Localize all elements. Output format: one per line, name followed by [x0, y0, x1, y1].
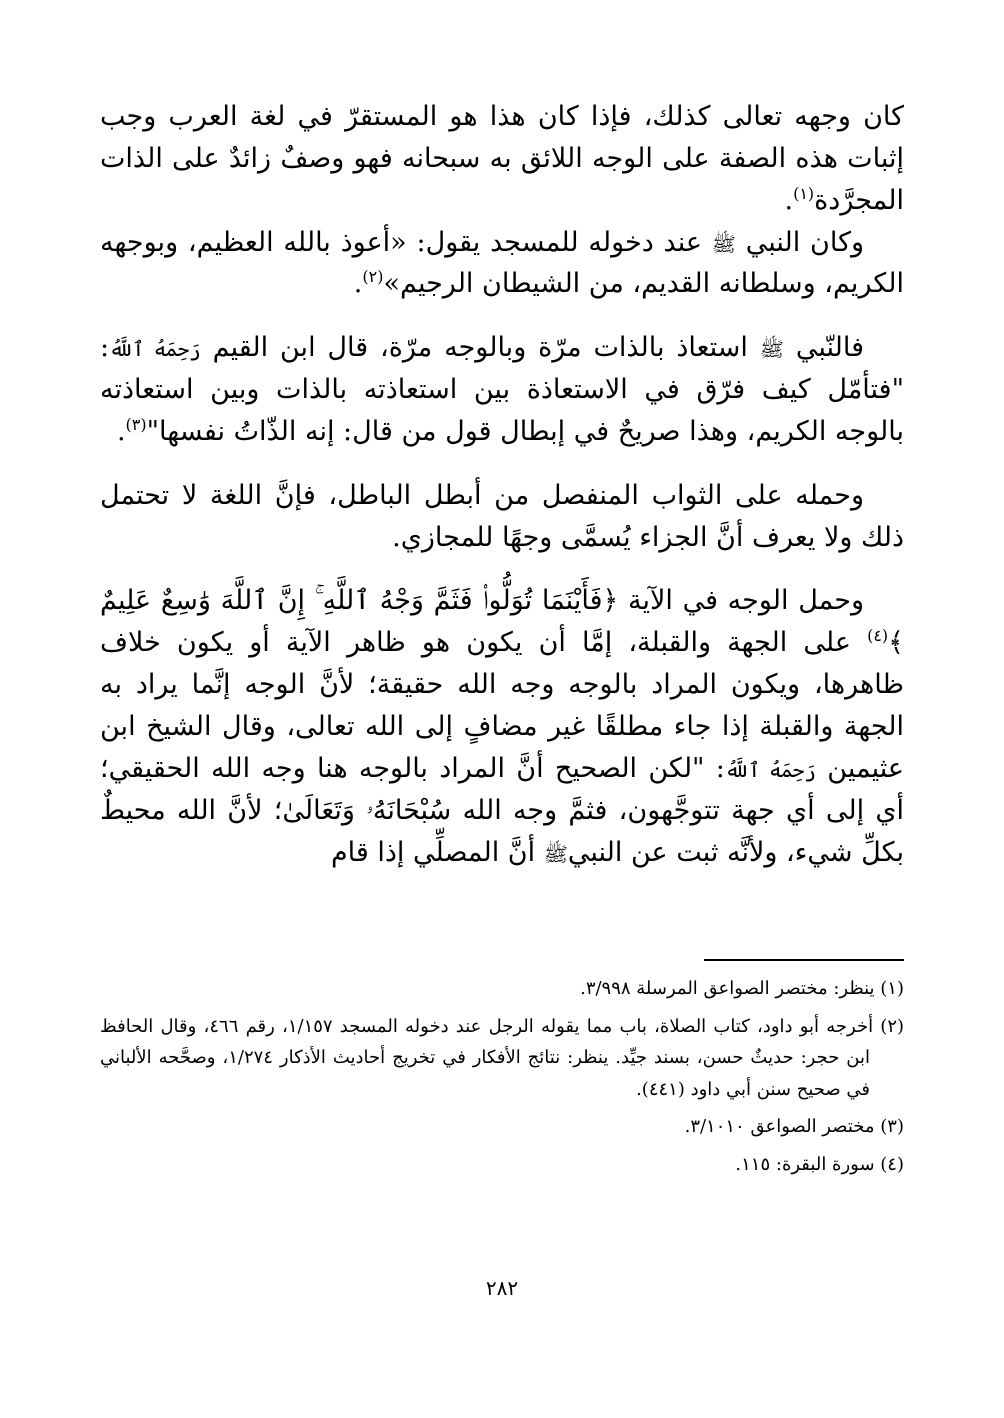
paragraph-5-text-a: وحمل الوجه في الآية [628, 585, 864, 617]
footnote-4: (٤) سورة البقرة: ١١٥. [735, 1153, 904, 1175]
paragraph-3-end: . [116, 415, 126, 447]
paragraph-5-text-b: على الجهة والقبلة، إمَّا أن يكون هو ظاهر الآية أو يكون خلاف ظاهرها، ويكون المراد بالوجه وجه الله حقيقة؛ لأنَّ الوجه إنَّما يراد به الجهة والقبلة إذا جاء مطلقًا غير مضافٍ إلى الله تعالى، وقال الشيخ ابن عثيمين [100, 627, 905, 784]
page-number: ٢٨٢ [485, 1276, 519, 1300]
salawat-glyph: ﷺ [543, 841, 568, 866]
main-text [100, 96, 904, 873]
paragraph-3 [100, 327, 904, 453]
paragraph-3-text-a: فالنّبي [795, 332, 864, 364]
footnote-ref-1: (١) [793, 183, 815, 203]
footnotes [100, 973, 904, 1186]
quran-verse: ﴿فَأَيْنَمَا تُوَلُّوا۟ فَثَمَّ وَجْهُ ٱللَّهِ ۚ إِنَّ ٱللَّهَ وَٰسِعٌ عَلِيمٌ ﴾ [100, 585, 904, 659]
paragraph-5-text-d: ؛ لأنَّ الله محيطٌ بكلِّ شيء، ولأنَّه ثبت عن النبي [100, 794, 904, 868]
paragraph-2-text-b: عند دخوله للمسجد يقول: «أعوذ بالله العظيم، وبوجهه الكريم، وسلطانه القديم، من الشيطان الرجيم» [100, 226, 904, 300]
paragraph-5-text-e: أنَّ المصلِّي إذا قام [330, 836, 536, 868]
paragraph-5 [100, 580, 904, 873]
paragraph-4: وحمله على الثواب المنفصل من أبطل الباطل، فإنَّ اللغة لا تحتمل ذلك ولا يعرف أنَّ الجزاء يُسمَّى وجهًا للمجازي. [100, 479, 904, 553]
footnote-ref-2: (٢) [362, 267, 384, 287]
paragraph-3-text-b: استعاذ بالذات مرّة وبالوجه مرّة، قال ابن القيم [212, 332, 748, 364]
subhanahu-glyph: سُبْحَانَهُۥ وَتَعَالَىٰ [282, 794, 452, 826]
paragraph-2-text-a: وكان النبي [745, 226, 864, 258]
footnote-3: (٣) مختصر الصواعق ٣/١٠١٠. [684, 1116, 904, 1137]
rahimahullah-glyph: رَحِمَهُ ٱللَّهُ [109, 337, 201, 362]
footnote-divider [704, 959, 904, 961]
paragraph-1-text: كان وجهه تعالى كذلك، فإذا كان هذا هو المستقرّ في لغة العرب وجب إثبات هذه الصفة على الوجه اللائق به سبحانه فهو وصفٌ زائدٌ على الذات المجرَّدة [100, 101, 904, 216]
rahimahullah-glyph: رَحِمَهُ ٱللَّهُ [724, 757, 816, 782]
paragraph-1-end: . [784, 184, 794, 216]
paragraph-2 [100, 222, 904, 306]
paragraph-5-text-c: : "لكن الصحيح أنَّ المراد بالوجه هنا وجه الله الحقيقي؛ أي إلى أي جهة تتوجَّهون، فثمَّ وجه الله [100, 752, 904, 826]
salawat-glyph: ﷺ [711, 231, 736, 256]
paragraph-3-text-c: : "فتأمّل كيف فرّق في الاستعاذة بين استعاذته بالذات وبين استعاذته بالوجه الكريم، وهذا صريحٌ في إبطال قول من قال: إنه الذّاتُ نفسها" [100, 332, 904, 447]
footnote-2: (٢) أخرجه أبو داود، كتاب الصلاة، باب مما يقوله الرجل عند دخوله المسجد ١/١٥٧، رقم ٤٦٦، وقال الحافظ ابن حجر: حديثٌ حسن، بسند جيِّد. ينظر: نتائج الأفكار في تخريج أحاديث الأذكار ١/٢٧٤، وصحَّحه الألباني في صحيح سنن أبي داود (٤٤١). [100, 1015, 905, 1100]
footnote-ref-4: (٤) [867, 626, 889, 646]
footnote-ref-3: (٣) [125, 414, 147, 434]
paragraph-2-end: . [353, 268, 363, 300]
paragraph-1 [100, 96, 904, 222]
salawat-glyph: ﷺ [759, 337, 784, 362]
footnote-1: (١) ينظر: مختصر الصواعق المرسلة ٣/٩٩٨. [580, 978, 904, 999]
